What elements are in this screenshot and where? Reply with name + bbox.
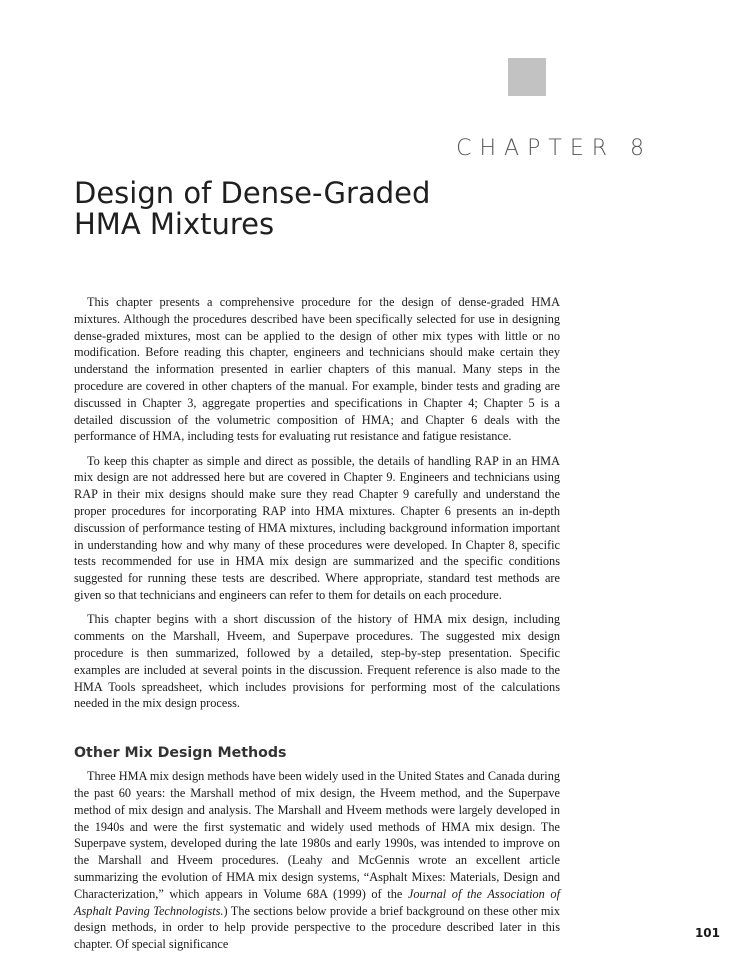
paragraph-text: ) The sections below provide a brief background on these other mix design methods, in order to help provide perspective to the procedure described later in this chapter. Of special significance <box>74 903 561 952</box>
section-heading: Other Mix Design Methods <box>74 745 287 762</box>
paragraph: This chapter begins with a short discussion of the history of HMA mix design, including comments on the Marshall, Hveem, and Superpave procedures. The suggested mix design procedure is then summarized, followed by a detailed, step-by-step presentation. Specific examples are included at several points in the discussion. Frequent reference is also made to the HMA Tools spreadsheet, which includes provisions for performing most of the calculations needed in the mix design process. <box>74 612 560 711</box>
chapter-title-line-1: Design of Dense-Graded <box>74 176 431 210</box>
paragraph <box>74 768 560 953</box>
paragraph: To keep this chapter as simple and direct as possible, the details of handling RAP in an HMA mix design are not addressed here but are covered in Chapter 9. Engineers and technicians using RAP in their mix designs should make sure they read Chapter 9 carefully and understand the proper procedures for incorporating RAP into HMA mixtures. Chapter 6 presents an in-depth discussion of performance testing of HMA mixtures, including background information important in understanding how and why many of these procedures were developed. In Chapter 8, specific tests recommended for use in HMA mix design are summarized and the specific conditions suggested for running these tests are described. Where appropriate, standard test methods are given so that technicians and engineers can refer to them for details on each procedure. <box>74 453 560 603</box>
journal-title: Journal of the Association of Asphalt Paving Technologists. <box>74 886 560 918</box>
body-text <box>74 294 560 960</box>
chapter-decoration-block <box>508 58 546 96</box>
paragraph-text: Three HMA mix design methods have been widely used in the United States and Canada during the past 60 years: the Marshall method of mix design, the Hveem method, and the Superpave method of mix design and analysis. The Marshall and Hveem methods were largely developed in the 1940s and were the first systematic and widely used methods of HMA mix design. The Superpave system, developed during the late 1980s and early 1990s, was intended to improve on the Marshall and Hveem procedures. (Leahy and McGennis wrote an excellent article summarizing the evolution of HMA mix design systems, “Asphalt Mixes: Materials, Design and Characterization,” which appears in Volume 68A (1999) of the <box>74 769 560 901</box>
page-number: 101 <box>694 926 720 940</box>
chapter-label: CHAPTER 8 <box>456 136 652 161</box>
paragraph: This chapter presents a comprehensive procedure for the design of dense-graded HMA mixtures. Although the procedures described have been specifically selected for use in designing dense-graded mixtures, most can be applied to the design of other mix types with little or no modification. Before reading this chapter, engineers and technicians should make certain they understand the information presented in earlier chapters of this manual. Many steps in the procedure are covered in other chapters of the manual. For example, binder tests and grading are discussed in Chapter 3, aggregate properties and specifications in Chapter 4; Chapter 5 is a detailed discussion of the volumetric composition of HMA; and Chapter 6 deals with the performance of HMA, including tests for evaluating rut resistance and fatigue resistance. <box>74 295 560 444</box>
chapter-title <box>74 178 430 240</box>
chapter-title-line-2: HMA Mixtures <box>74 207 275 241</box>
